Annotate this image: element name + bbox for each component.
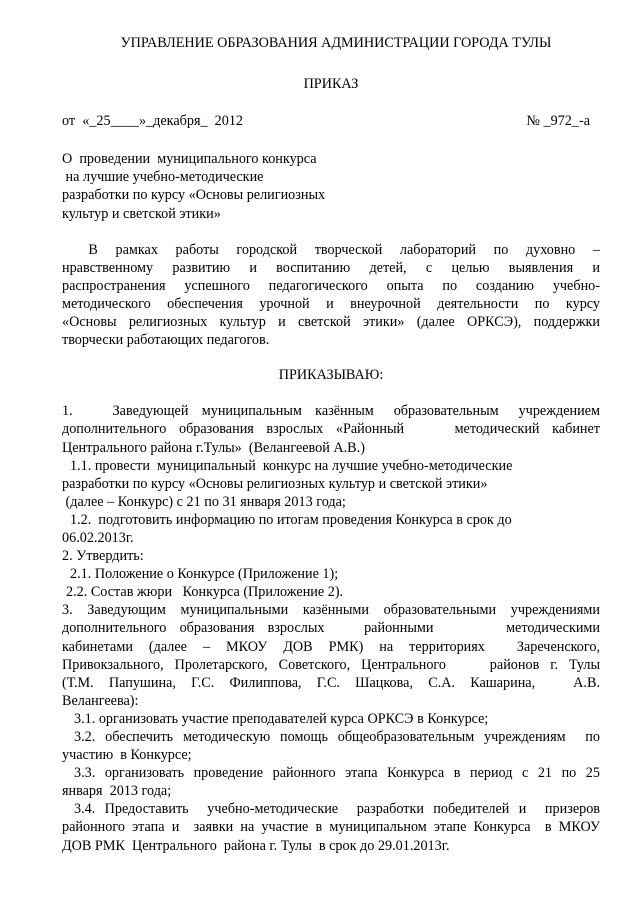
item-3-line: 3. Заведующим муниципальными казёнными образовательными учреждениями (62, 602, 600, 619)
preamble-line: творчески работающих педагогов. (62, 332, 270, 349)
date-number-row (62, 112, 600, 130)
subject-line: разработки по курсу «Основы религиозных (62, 187, 326, 204)
item-1-line: 1. Заведующей муниципальным казённым образовательным учреждением (62, 403, 600, 420)
item-1-line: Центрального района г.Тулы» (Велангеевой А.В.) (62, 439, 365, 456)
order-subject (62, 150, 600, 222)
document-title: ПРИКАЗ (303, 76, 359, 93)
preamble-line: нравственному развитию и воспитанию детей, с целью выявления и (62, 259, 600, 276)
item-3-line: Привокзального, Пролетарского, Советского, Центрального районов г. Тулы (62, 656, 600, 673)
order-number: № _972_-а (526, 113, 590, 130)
order-word: ПРИКАЗЫВАЮ: (278, 367, 384, 384)
preamble-line: распространения успешного педагогического опыта по созданию учебно- (62, 277, 600, 294)
preamble-paragraph (62, 241, 600, 350)
item-1-line: дополнительного образования взрослых «Районный методический кабинет (62, 421, 600, 438)
item-3-4-line: 3.4. Предоставить учебно-методические разработки победителей и призеров (74, 801, 600, 818)
organization-header: УПРАВЛЕНИЕ ОБРАЗОВАНИЯ АДМИНИСТРАЦИИ ГОРОДА ТУЛЫ (120, 35, 552, 51)
item-3-4-line: районного этапа и заявки на участие в муниципальном этапе Конкурса в МКОУ (62, 819, 600, 836)
item-3-3-line: января 2013 года; (62, 783, 172, 800)
item-3-2-line: 3.2. обеспечить методическую помощь общеобразовательным учреждениям по (74, 729, 600, 745)
order-items (62, 402, 600, 854)
item-3-line: кабинетами (далее – МКОУ ДОВ РМК) на территориях Зареченского, (62, 638, 600, 655)
item-1-2-line: 1.2. подготовить информацию по итогам проведения Конкурса в срок до (70, 511, 512, 528)
preamble-line: В рамках работы городской творческой лабораторий по духовно – (62, 241, 600, 258)
preamble-line: «Основы религиозных культур и светской этики» (далее ОРКСЭ), поддержки (62, 314, 600, 331)
item-1-1-line: разработки по курсу «Основы религиозных культур и светской этики» (62, 475, 488, 492)
subject-line: культур и светской этики» (62, 205, 221, 222)
item-3-4-line: ДОВ РМК Центрального района г. Тулы в срок до 29.01.2013г. (62, 837, 450, 854)
item-1-1-line: 1.1. провести муниципальный конкурс на лучшие учебно-методические (70, 457, 513, 474)
item-1-2-line: 06.02.2013г. (62, 529, 134, 546)
order-date: от «_25____»_декабря_ 2012 (62, 113, 244, 130)
item-3-1: 3.1. организовать участие преподавателей курса ОРКСЭ в Конкурсе; (74, 710, 489, 727)
item-2-1: 2.1. Положение о Конкурсе (Приложение 1); (70, 566, 339, 583)
item-3-3-line: 3.3. организовать проведение районного этапа Конкурса в период с 21 по 25 (74, 765, 600, 782)
item-3-2-line: участию в Конкурсе; (62, 747, 192, 764)
item-3-line: Велангеева): (62, 692, 139, 709)
item-2: 2. Утвердить: (62, 548, 144, 565)
item-2-2: 2.2. Состав жюри Конкурса (Приложение 2). (66, 584, 344, 601)
preamble-line: методического обеспечения урочной и внеурочной деятельности по курсу (62, 295, 600, 312)
item-1-1-line: (далее – Конкурс) с 21 по 31 января 2013 года; (62, 493, 346, 510)
subject-line: О проведении муниципального конкурса (62, 151, 317, 168)
subject-line: на лучшие учебно-методические (62, 169, 264, 186)
item-3-line: дополнительного образования взрослых районными методическими (62, 620, 600, 637)
item-3-line: (Т.М. Папушина, Г.С. Филиппова, Г.С. Шацкова, С.А. Кашарина, А.В. (62, 674, 600, 691)
